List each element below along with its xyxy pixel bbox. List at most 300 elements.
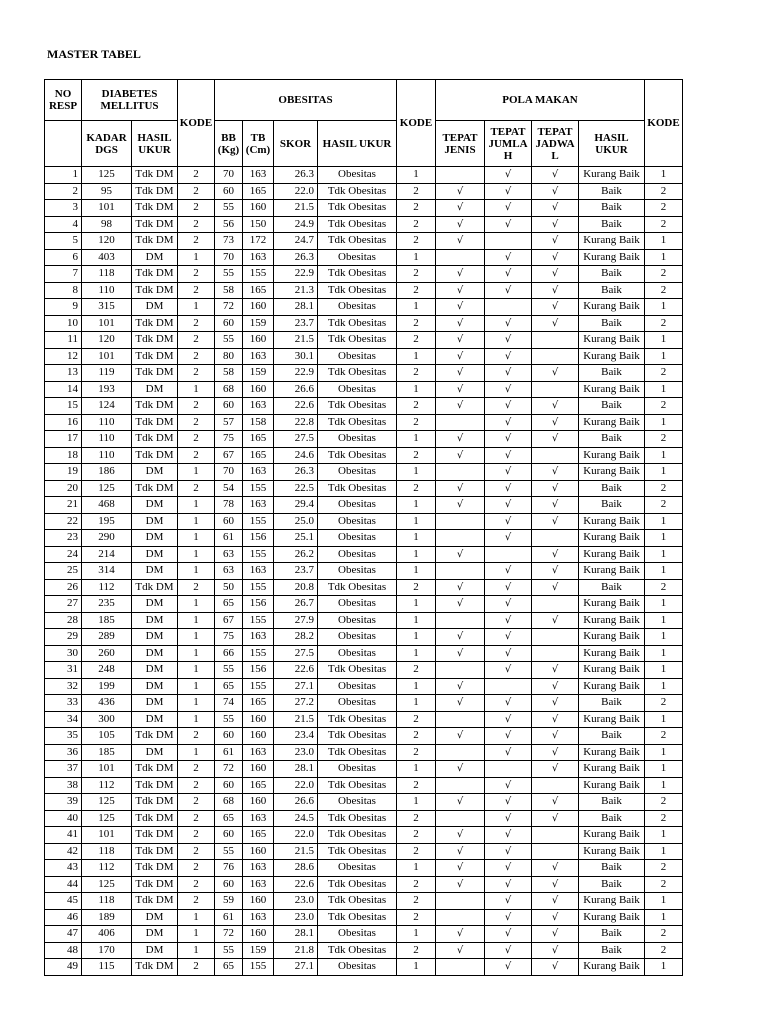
kode-dm-cell: 2 xyxy=(178,282,215,299)
obesitas-hasil-cell: Obesitas xyxy=(318,381,397,398)
kadar-dgs-cell: 214 xyxy=(82,546,132,563)
pola-hasil-cell: Kurang Baik xyxy=(579,332,645,349)
no-resp-cell: 14 xyxy=(45,381,82,398)
tb-cell: 160 xyxy=(243,843,274,860)
tepat-jenis-cell: √ xyxy=(436,579,485,596)
dm-hasil-cell: DM xyxy=(132,299,178,316)
dm-hasil-cell: Tdk DM xyxy=(132,167,178,184)
kode-dm-cell: 2 xyxy=(178,843,215,860)
kadar-dgs-cell: 120 xyxy=(82,332,132,349)
header-tepat-jenis: TEPAT JENIS xyxy=(436,121,485,167)
obesitas-hasil-cell: Tdk Obesitas xyxy=(318,332,397,349)
tepat-jadwal-cell xyxy=(532,381,579,398)
obesitas-hasil-cell: Obesitas xyxy=(318,167,397,184)
kode-obesitas-cell: 2 xyxy=(397,332,436,349)
tepat-jenis-cell: √ xyxy=(436,447,485,464)
pola-hasil-cell: Kurang Baik xyxy=(579,546,645,563)
dm-hasil-cell: DM xyxy=(132,563,178,580)
kadar-dgs-cell: 468 xyxy=(82,497,132,514)
obesitas-hasil-cell: Tdk Obesitas xyxy=(318,942,397,959)
no-resp-cell: 19 xyxy=(45,464,82,481)
document-title: MASTER TABEL xyxy=(47,47,141,61)
skor-cell: 24.6 xyxy=(274,447,318,464)
kode-dm-cell: 2 xyxy=(178,794,215,811)
skor-cell: 20.8 xyxy=(274,579,318,596)
kode-pola-cell: 1 xyxy=(645,777,683,794)
kode-dm-cell: 2 xyxy=(178,810,215,827)
kode-pola-cell: 1 xyxy=(645,447,683,464)
bb-cell: 63 xyxy=(215,563,243,580)
skor-cell: 25.1 xyxy=(274,530,318,547)
tepat-jenis-cell: √ xyxy=(436,761,485,778)
dm-hasil-cell: Tdk DM xyxy=(132,398,178,415)
kode-obesitas-cell: 2 xyxy=(397,662,436,679)
tepat-jenis-cell: √ xyxy=(436,299,485,316)
table-row xyxy=(45,315,683,332)
tepat-jenis-cell xyxy=(436,893,485,910)
obesitas-hasil-cell: Obesitas xyxy=(318,926,397,943)
bb-cell: 68 xyxy=(215,381,243,398)
bb-cell: 55 xyxy=(215,843,243,860)
tb-cell: 155 xyxy=(243,266,274,283)
kode-dm-cell: 2 xyxy=(178,200,215,217)
kode-dm-cell: 2 xyxy=(178,777,215,794)
dm-hasil-cell: DM xyxy=(132,249,178,266)
obesitas-hasil-cell: Obesitas xyxy=(318,596,397,613)
bb-cell: 60 xyxy=(215,315,243,332)
tepat-jumlah-cell: √ xyxy=(485,513,532,530)
kode-obesitas-cell: 1 xyxy=(397,860,436,877)
kode-dm-cell: 2 xyxy=(178,398,215,415)
obesitas-hasil-cell: Tdk Obesitas xyxy=(318,728,397,745)
kode-dm-cell: 1 xyxy=(178,711,215,728)
bb-cell: 70 xyxy=(215,249,243,266)
dm-hasil-cell: DM xyxy=(132,942,178,959)
skor-cell: 27.5 xyxy=(274,431,318,448)
kode-pola-cell: 1 xyxy=(645,843,683,860)
tepat-jumlah-cell: √ xyxy=(485,909,532,926)
tepat-jumlah-cell: √ xyxy=(485,810,532,827)
kadar-dgs-cell: 120 xyxy=(82,233,132,250)
table-row xyxy=(45,711,683,728)
tepat-jadwal-cell: √ xyxy=(532,183,579,200)
pola-hasil-cell: Kurang Baik xyxy=(579,596,645,613)
tb-cell: 165 xyxy=(243,695,274,712)
kode-obesitas-cell: 1 xyxy=(397,381,436,398)
kode-dm-cell: 2 xyxy=(178,728,215,745)
obesitas-hasil-cell: Tdk Obesitas xyxy=(318,200,397,217)
table-row xyxy=(45,860,683,877)
no-resp-cell: 32 xyxy=(45,678,82,695)
tepat-jenis-cell xyxy=(436,513,485,530)
no-resp-cell: 23 xyxy=(45,530,82,547)
table-row xyxy=(45,398,683,415)
kode-pola-cell: 1 xyxy=(645,546,683,563)
bb-cell: 72 xyxy=(215,299,243,316)
kode-pola-cell: 1 xyxy=(645,530,683,547)
kode-dm-cell: 1 xyxy=(178,381,215,398)
tepat-jenis-cell: √ xyxy=(436,876,485,893)
dm-hasil-cell: DM xyxy=(132,695,178,712)
tepat-jadwal-cell: √ xyxy=(532,233,579,250)
header-hasil-ukur-pola: HASIL UKUR xyxy=(579,121,645,167)
dm-hasil-cell: DM xyxy=(132,381,178,398)
table-row xyxy=(45,480,683,497)
obesitas-hasil-cell: Obesitas xyxy=(318,794,397,811)
obesitas-hasil-cell: Obesitas xyxy=(318,431,397,448)
obesitas-hasil-cell: Obesitas xyxy=(318,761,397,778)
pola-hasil-cell: Baik xyxy=(579,398,645,415)
kode-obesitas-cell: 2 xyxy=(397,414,436,431)
tepat-jumlah-cell: √ xyxy=(485,711,532,728)
no-resp-cell: 2 xyxy=(45,183,82,200)
dm-hasil-cell: Tdk DM xyxy=(132,761,178,778)
tb-cell: 155 xyxy=(243,546,274,563)
no-resp-cell: 12 xyxy=(45,348,82,365)
skor-cell: 28.2 xyxy=(274,629,318,646)
tepat-jenis-cell xyxy=(436,662,485,679)
tepat-jumlah-cell: √ xyxy=(485,662,532,679)
kode-pola-cell: 2 xyxy=(645,579,683,596)
table-row xyxy=(45,282,683,299)
tb-cell: 156 xyxy=(243,596,274,613)
kadar-dgs-cell: 112 xyxy=(82,860,132,877)
pola-hasil-cell: Baik xyxy=(579,266,645,283)
dm-hasil-cell: DM xyxy=(132,711,178,728)
kode-dm-cell: 2 xyxy=(178,266,215,283)
tepat-jenis-cell: √ xyxy=(436,266,485,283)
bb-cell: 68 xyxy=(215,794,243,811)
no-resp-cell: 16 xyxy=(45,414,82,431)
tepat-jadwal-cell: √ xyxy=(532,695,579,712)
bb-cell: 58 xyxy=(215,365,243,382)
kode-pola-cell: 1 xyxy=(645,299,683,316)
kode-dm-cell: 1 xyxy=(178,926,215,943)
tb-cell: 155 xyxy=(243,645,274,662)
tepat-jadwal-cell: √ xyxy=(532,431,579,448)
skor-cell: 21.5 xyxy=(274,200,318,217)
tepat-jadwal-cell: √ xyxy=(532,513,579,530)
kadar-dgs-cell: 112 xyxy=(82,777,132,794)
tepat-jenis-cell: √ xyxy=(436,216,485,233)
kadar-dgs-cell: 189 xyxy=(82,909,132,926)
pola-hasil-cell: Kurang Baik xyxy=(579,530,645,547)
tepat-jadwal-cell: √ xyxy=(532,711,579,728)
skor-cell: 28.1 xyxy=(274,926,318,943)
obesitas-hasil-cell: Obesitas xyxy=(318,348,397,365)
kadar-dgs-cell: 118 xyxy=(82,893,132,910)
bb-cell: 61 xyxy=(215,530,243,547)
table-row xyxy=(45,200,683,217)
no-resp-cell: 40 xyxy=(45,810,82,827)
tb-cell: 155 xyxy=(243,513,274,530)
pola-hasil-cell: Kurang Baik xyxy=(579,909,645,926)
tepat-jenis-cell: √ xyxy=(436,381,485,398)
kode-obesitas-cell: 2 xyxy=(397,909,436,926)
no-resp-cell: 48 xyxy=(45,942,82,959)
master-table xyxy=(44,79,683,976)
table-row xyxy=(45,827,683,844)
tepat-jenis-cell: √ xyxy=(436,546,485,563)
obesitas-hasil-cell: Obesitas xyxy=(318,249,397,266)
bb-cell: 78 xyxy=(215,497,243,514)
skor-cell: 21.3 xyxy=(274,282,318,299)
kode-pola-cell: 2 xyxy=(645,942,683,959)
tepat-jadwal-cell: √ xyxy=(532,563,579,580)
kode-obesitas-cell: 1 xyxy=(397,678,436,695)
no-resp-cell: 47 xyxy=(45,926,82,943)
kode-pola-cell: 1 xyxy=(645,596,683,613)
obesitas-hasil-cell: Tdk Obesitas xyxy=(318,777,397,794)
obesitas-hasil-cell: Tdk Obesitas xyxy=(318,398,397,415)
bb-cell: 65 xyxy=(215,810,243,827)
tb-cell: 158 xyxy=(243,414,274,431)
tepat-jadwal-cell: √ xyxy=(532,728,579,745)
table-row xyxy=(45,926,683,943)
table-row xyxy=(45,612,683,629)
kode-dm-cell: 1 xyxy=(178,909,215,926)
kadar-dgs-cell: 199 xyxy=(82,678,132,695)
no-resp-cell: 6 xyxy=(45,249,82,266)
kadar-dgs-cell: 170 xyxy=(82,942,132,959)
pola-hasil-cell: Kurang Baik xyxy=(579,167,645,184)
kode-obesitas-cell: 1 xyxy=(397,761,436,778)
obesitas-hasil-cell: Tdk Obesitas xyxy=(318,909,397,926)
kode-dm-cell: 1 xyxy=(178,249,215,266)
pola-hasil-cell: Kurang Baik xyxy=(579,348,645,365)
kadar-dgs-cell: 290 xyxy=(82,530,132,547)
tepat-jumlah-cell: √ xyxy=(485,579,532,596)
tepat-jenis-cell: √ xyxy=(436,843,485,860)
table-body xyxy=(45,167,683,976)
tepat-jadwal-cell: √ xyxy=(532,761,579,778)
bb-cell: 55 xyxy=(215,662,243,679)
tb-cell: 159 xyxy=(243,315,274,332)
no-resp-cell: 17 xyxy=(45,431,82,448)
pola-hasil-cell: Kurang Baik xyxy=(579,893,645,910)
tepat-jumlah-cell: √ xyxy=(485,563,532,580)
kode-obesitas-cell: 2 xyxy=(397,579,436,596)
tepat-jenis-cell xyxy=(436,909,485,926)
kode-obesitas-cell: 1 xyxy=(397,629,436,646)
tb-cell: 155 xyxy=(243,579,274,596)
kode-pola-cell: 1 xyxy=(645,249,683,266)
skor-cell: 21.5 xyxy=(274,711,318,728)
dm-hasil-cell: Tdk DM xyxy=(132,200,178,217)
table-row xyxy=(45,464,683,481)
table-row xyxy=(45,513,683,530)
kadar-dgs-cell: 125 xyxy=(82,810,132,827)
tepat-jumlah-cell: √ xyxy=(485,596,532,613)
kode-pola-cell: 1 xyxy=(645,563,683,580)
dm-hasil-cell: Tdk DM xyxy=(132,348,178,365)
kode-pola-cell: 1 xyxy=(645,761,683,778)
skor-cell: 21.5 xyxy=(274,332,318,349)
dm-hasil-cell: Tdk DM xyxy=(132,794,178,811)
no-resp-cell: 8 xyxy=(45,282,82,299)
no-resp-cell: 13 xyxy=(45,365,82,382)
bb-cell: 59 xyxy=(215,893,243,910)
pola-hasil-cell: Baik xyxy=(579,183,645,200)
kode-obesitas-cell: 2 xyxy=(397,447,436,464)
table-row xyxy=(45,843,683,860)
obesitas-hasil-cell: Tdk Obesitas xyxy=(318,843,397,860)
kadar-dgs-cell: 101 xyxy=(82,348,132,365)
table-row xyxy=(45,563,683,580)
table-row xyxy=(45,942,683,959)
bb-cell: 63 xyxy=(215,546,243,563)
kadar-dgs-cell: 125 xyxy=(82,480,132,497)
tepat-jadwal-cell: √ xyxy=(532,414,579,431)
obesitas-hasil-cell: Tdk Obesitas xyxy=(318,414,397,431)
pola-hasil-cell: Baik xyxy=(579,728,645,745)
dm-hasil-cell: DM xyxy=(132,629,178,646)
tb-cell: 160 xyxy=(243,761,274,778)
pola-hasil-cell: Baik xyxy=(579,695,645,712)
tb-cell: 156 xyxy=(243,530,274,547)
tepat-jenis-cell: √ xyxy=(436,695,485,712)
tepat-jadwal-cell: √ xyxy=(532,398,579,415)
kode-obesitas-cell: 1 xyxy=(397,546,436,563)
kode-obesitas-cell: 2 xyxy=(397,711,436,728)
tb-cell: 160 xyxy=(243,711,274,728)
no-resp-cell: 11 xyxy=(45,332,82,349)
bb-cell: 54 xyxy=(215,480,243,497)
table-row xyxy=(45,893,683,910)
kadar-dgs-cell: 105 xyxy=(82,728,132,745)
dm-hasil-cell: Tdk DM xyxy=(132,579,178,596)
tepat-jenis-cell xyxy=(436,249,485,266)
obesitas-hasil-cell: Obesitas xyxy=(318,530,397,547)
obesitas-hasil-cell: Tdk Obesitas xyxy=(318,893,397,910)
header-tb: TB (Cm) xyxy=(243,121,274,167)
tepat-jenis-cell xyxy=(436,711,485,728)
kadar-dgs-cell: 315 xyxy=(82,299,132,316)
no-resp-cell: 28 xyxy=(45,612,82,629)
skor-cell: 23.4 xyxy=(274,728,318,745)
tepat-jumlah-cell: √ xyxy=(485,827,532,844)
table-row xyxy=(45,183,683,200)
kode-pola-cell: 2 xyxy=(645,266,683,283)
dm-hasil-cell: Tdk DM xyxy=(132,431,178,448)
kadar-dgs-cell: 125 xyxy=(82,794,132,811)
tepat-jumlah-cell: √ xyxy=(485,167,532,184)
tb-cell: 150 xyxy=(243,216,274,233)
no-resp-cell: 30 xyxy=(45,645,82,662)
no-resp-cell: 25 xyxy=(45,563,82,580)
no-resp-cell: 44 xyxy=(45,876,82,893)
no-resp-cell: 21 xyxy=(45,497,82,514)
kadar-dgs-cell: 115 xyxy=(82,959,132,976)
table-row xyxy=(45,447,683,464)
kode-obesitas-cell: 1 xyxy=(397,167,436,184)
kode-pola-cell: 1 xyxy=(645,645,683,662)
tepat-jumlah-cell: √ xyxy=(485,860,532,877)
kode-pola-cell: 1 xyxy=(645,464,683,481)
bb-cell: 61 xyxy=(215,909,243,926)
kadar-dgs-cell: 125 xyxy=(82,876,132,893)
tepat-jumlah-cell: √ xyxy=(485,843,532,860)
kode-obesitas-cell: 2 xyxy=(397,282,436,299)
obesitas-hasil-cell: Tdk Obesitas xyxy=(318,711,397,728)
bb-cell: 60 xyxy=(215,876,243,893)
no-resp-cell: 4 xyxy=(45,216,82,233)
kode-dm-cell: 1 xyxy=(178,563,215,580)
kode-pola-cell: 1 xyxy=(645,893,683,910)
tb-cell: 155 xyxy=(243,959,274,976)
pola-hasil-cell: Kurang Baik xyxy=(579,233,645,250)
tepat-jumlah-cell: √ xyxy=(485,942,532,959)
tepat-jenis-cell: √ xyxy=(436,942,485,959)
kadar-dgs-cell: 112 xyxy=(82,579,132,596)
kode-dm-cell: 2 xyxy=(178,167,215,184)
tepat-jenis-cell: √ xyxy=(436,827,485,844)
kadar-dgs-cell: 403 xyxy=(82,249,132,266)
tepat-jumlah-cell xyxy=(485,761,532,778)
table-row xyxy=(45,959,683,976)
pola-hasil-cell: Baik xyxy=(579,942,645,959)
pola-hasil-cell: Baik xyxy=(579,282,645,299)
tepat-jumlah-cell: √ xyxy=(485,332,532,349)
skor-cell: 28.1 xyxy=(274,761,318,778)
obesitas-hasil-cell: Tdk Obesitas xyxy=(318,216,397,233)
kode-pola-cell: 1 xyxy=(645,381,683,398)
pola-hasil-cell: Baik xyxy=(579,926,645,943)
kadar-dgs-cell: 124 xyxy=(82,398,132,415)
dm-hasil-cell: Tdk DM xyxy=(132,827,178,844)
tb-cell: 165 xyxy=(243,827,274,844)
table-row xyxy=(45,579,683,596)
table-row xyxy=(45,233,683,250)
dm-hasil-cell: Tdk DM xyxy=(132,266,178,283)
skor-cell: 23.7 xyxy=(274,315,318,332)
pola-hasil-cell: Baik xyxy=(579,579,645,596)
tepat-jadwal-cell: √ xyxy=(532,860,579,877)
dm-hasil-cell: Tdk DM xyxy=(132,332,178,349)
table-row xyxy=(45,414,683,431)
pola-hasil-cell: Kurang Baik xyxy=(579,629,645,646)
kode-pola-cell: 1 xyxy=(645,909,683,926)
kode-obesitas-cell: 2 xyxy=(397,216,436,233)
tepat-jadwal-cell: √ xyxy=(532,794,579,811)
bb-cell: 67 xyxy=(215,612,243,629)
tepat-jumlah-cell: √ xyxy=(485,480,532,497)
header-kode-pola: KODE xyxy=(645,80,683,167)
pola-hasil-cell: Kurang Baik xyxy=(579,414,645,431)
obesitas-hasil-cell: Obesitas xyxy=(318,959,397,976)
tepat-jumlah-cell: √ xyxy=(485,249,532,266)
dm-hasil-cell: DM xyxy=(132,530,178,547)
kode-pola-cell: 1 xyxy=(645,744,683,761)
tb-cell: 163 xyxy=(243,876,274,893)
dm-hasil-cell: DM xyxy=(132,596,178,613)
bb-cell: 65 xyxy=(215,596,243,613)
table-row xyxy=(45,249,683,266)
kode-obesitas-cell: 1 xyxy=(397,596,436,613)
kode-pola-cell: 2 xyxy=(645,695,683,712)
kadar-dgs-cell: 101 xyxy=(82,315,132,332)
tepat-jadwal-cell: √ xyxy=(532,876,579,893)
obesitas-hasil-cell: Obesitas xyxy=(318,513,397,530)
kode-obesitas-cell: 1 xyxy=(397,513,436,530)
no-resp-cell: 33 xyxy=(45,695,82,712)
tb-cell: 163 xyxy=(243,167,274,184)
dm-hasil-cell: Tdk DM xyxy=(132,315,178,332)
tb-cell: 163 xyxy=(243,464,274,481)
tepat-jadwal-cell: √ xyxy=(532,216,579,233)
kode-pola-cell: 1 xyxy=(645,233,683,250)
skor-cell: 26.3 xyxy=(274,249,318,266)
